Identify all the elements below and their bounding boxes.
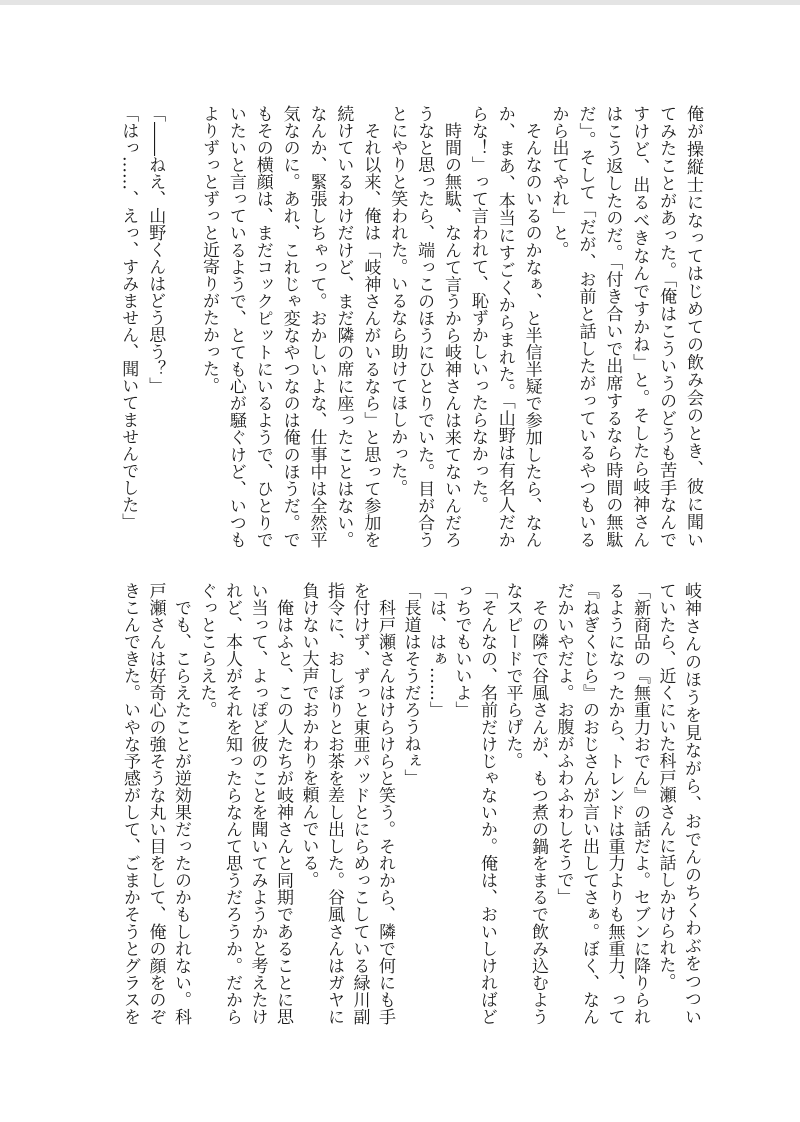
text-line: 続けているわけだけど、まだ隣の席に座ったことはない。 — [333, 105, 354, 548]
text-line: い当って、よっぽど彼のことを聞いてみようかと考えたけ — [247, 582, 268, 1025]
text-line: 指令に、おしぼりとお茶を差し出した。谷風さんはガヤに — [324, 582, 344, 1025]
dialogue-line: 「は、はぁ……」 — [426, 582, 446, 718]
dialogue-line: っちでもいいよ」 — [451, 582, 472, 718]
text-line: すけど、出るべきなんですかね」と。そしたら岐神さん — [629, 105, 650, 548]
top-tier-text-block — [114, 105, 706, 548]
text-line: 俺が操縦士になってはじめての飲み会のとき、彼に聞い — [683, 105, 703, 548]
text-line: なんか、緊張しちゃって。おかしいよな、仕事中は全然平 — [306, 105, 327, 548]
text-line: 気なのに。あれ、これじゃ変なやつなのは俺のほうだ。で — [279, 105, 300, 548]
top-edge-bar — [0, 0, 800, 5]
text-line: もその横顔は、まだコックピットにいるようで、ひとりで — [252, 105, 273, 548]
text-line: その隣で谷風さんが、もつ煮の鍋をまるで飲み込むよう — [528, 582, 548, 1025]
text-line: はこう返したのだ。「付き合いで出席するなら時間の無駄 — [602, 105, 623, 548]
dialogue-line: 「――ねえ、山野くんはどう思う？」 — [145, 105, 166, 394]
text-line: れど、本人がそれを知ったらなんて思うだろうか。だから — [222, 582, 242, 1025]
text-line: とにやりと笑われた。いるなら助けてほしかった。 — [387, 105, 408, 496]
text-line: きこんできた。いやな予感がして、ごまかそうとグラスを — [120, 582, 140, 1025]
text-line: よりずっとずっと近寄りがたかった。 — [198, 105, 219, 394]
dialogue-line: 『ねぎくじら』のおじさんが言い出してさぁ。ぼく、なん — [579, 582, 599, 1025]
dialogue-line: 「新商品の『無重力おでん』の話だよ。セブンに降りられ — [630, 582, 650, 1025]
text-line: 時間の無駄、なんて言うから岐神さんは来てないんだろ — [440, 105, 461, 548]
text-line: か、まあ、本当にすごくからまれた。「山野は有名人だか — [494, 105, 515, 548]
text-line: 戸瀬さんは好奇心の強そうな丸い目をして、俺の顔をのぞ — [145, 582, 166, 1025]
dialogue-line: 「はっ……、えっ、すみません、聞いてませんでした」 — [118, 105, 139, 530]
dialogue-line: だかいやだよ。お腹がふわふわしそうで」 — [553, 582, 574, 905]
text-line: うなと思ったら、端っこのほうにひとりでいた。目が合う — [414, 105, 435, 548]
text-line: から出てやれ」と。 — [548, 105, 569, 258]
text-line: それ以来、俺は「岐神さんがいるなら」と思って参加を — [360, 105, 381, 548]
text-line: てみたことがあった。「俺はこういうのどうも苦手なんで — [656, 105, 677, 548]
text-line: ぐっとこらえた。 — [196, 582, 217, 718]
text-line: 科戸瀬さんはけらけらと笑う。それから、隣で何にも手 — [375, 582, 395, 1025]
dialogue-line: るようになったから、トレンドは重力よりも無重力、って — [604, 582, 625, 1025]
text-line: でも、こらえたことが逆効果だったのかもしれない。科 — [171, 582, 191, 1025]
dialogue-line: 「そんなの、名前だけじゃないか。俺は、おいしければど — [477, 582, 497, 1025]
dialogue-line: 「長道はそうだろうねぇ」 — [400, 582, 421, 786]
text-line: いたいと言っているようで、とても心が騒ぐけど、いつも — [225, 105, 246, 548]
text-line: そんなのいるのかなぁ、と半信半疑で参加したら、なん — [521, 105, 542, 548]
text-line: 岐神さんのほうを見ながら、おでんのちくわぶをつつい — [681, 582, 701, 1025]
bottom-tier-text-block — [117, 582, 704, 1025]
text-line: なスピードで平らげた。 — [502, 582, 523, 769]
text-line: ていたら、近くにいた科戸瀬さんに話しかけられた。 — [655, 582, 676, 990]
text-line: 負けない大声でおかわりを頼んでいる。 — [298, 582, 319, 888]
text-line: らな！」って言われて、恥ずかしいったらなかった。 — [467, 105, 488, 513]
text-line: だ」。そして「だが、お前と話したがっているやつもいる — [575, 105, 596, 548]
scene-break-blank-line — [168, 105, 195, 548]
text-line: を付けず、ずっと東亜パッドとにらめっこしている緑川副 — [349, 582, 370, 1025]
text-line: 俺はふと、この人たちが岐神さんと同期であることに思 — [273, 582, 293, 1025]
